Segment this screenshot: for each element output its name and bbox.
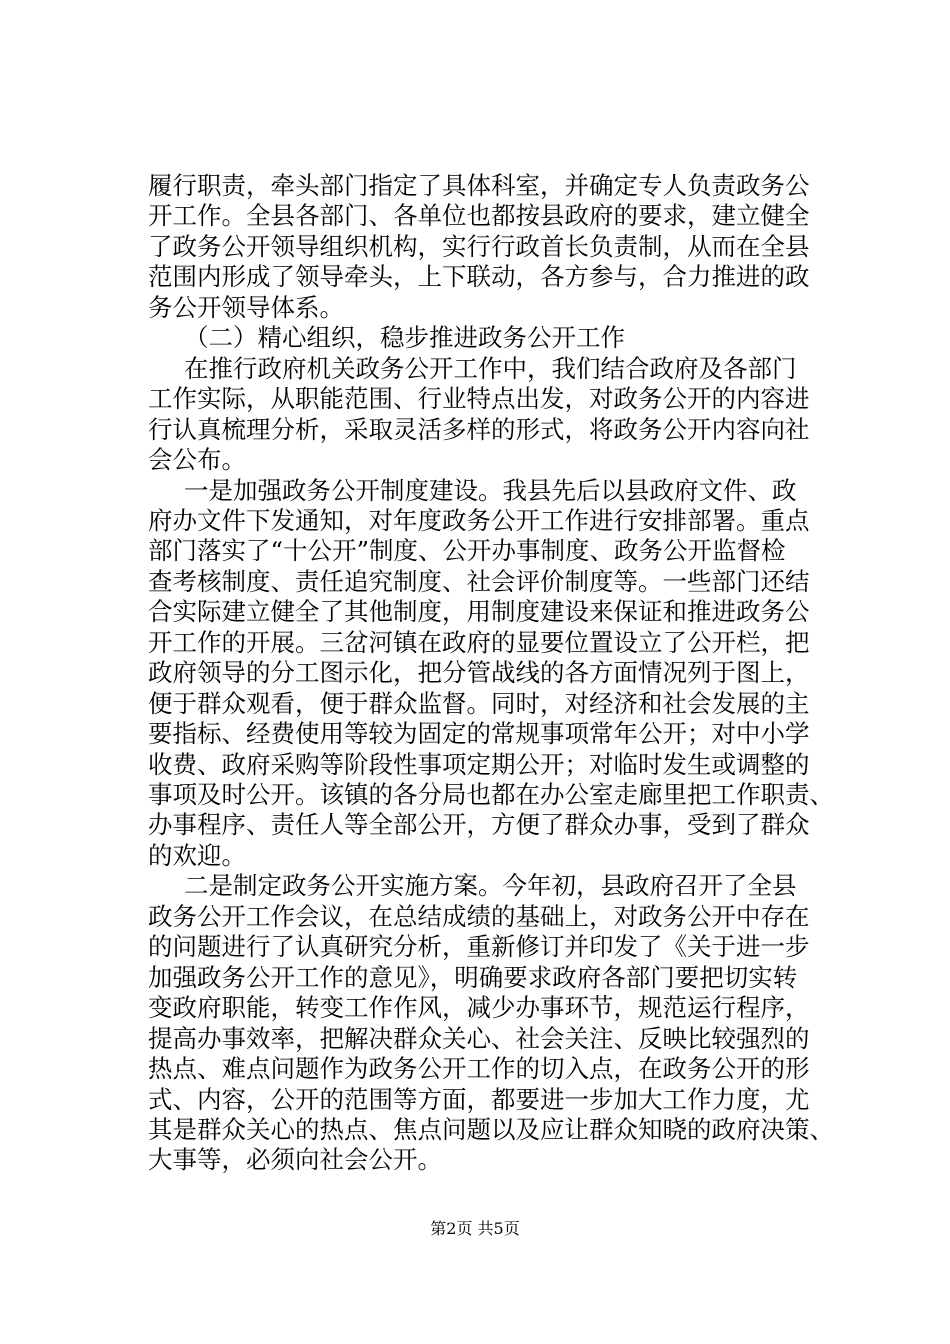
text-line: 要指标、经费使用等较为固定的常规事项常年公开；对中小学 [148,719,810,749]
text-line: 府办文件下发通知，对年度政务公开工作进行安排部署。重点 [148,505,810,535]
text-line: 提高办事效率，把解决群众关心、社会关注、反映比较强烈的 [148,1023,810,1053]
text-line: 的问题进行了认真研究分析，重新修订并印发了《关于进一步 [148,932,810,962]
text-line: 了政务公开领导组织机构，实行行政首长负责制，从而在全县 [148,231,810,261]
text-line: 办事程序、责任人等全部公开，方便了群众办事，受到了群众 [148,810,810,840]
text-line: 开工作的开展。三岔河镇在政府的显要位置设立了公开栏，把 [148,627,810,657]
text-line: 二是制定政务公开实施方案。今年初，县政府召开了全县 [184,871,797,901]
text-line: 行认真梳理分析，采取灵活多样的形式，将政务公开内容向社 [148,414,810,444]
text-line: 其是群众关心的热点、焦点问题以及应让群众知晓的政府决策、 [148,1114,834,1144]
text-line: 便于群众观看，便于群众监督。同时，对经济和社会发展的主 [148,688,810,718]
text-line: 政务公开工作会议，在总结成绩的基础上，对政务公开中存在 [148,901,810,931]
text-line: 工作实际，从职能范围、行业特点出发，对政务公开的内容进 [148,384,810,414]
text-line: 务公开领导体系。 [148,292,344,322]
text-line: 政府领导的分工图示化，把分管战线的各方面情况列于图上， [148,658,810,688]
text-line: 在推行政府机关政务公开工作中，我们结合政府及各部门 [184,353,797,383]
text-line: 范围内形成了领导牵头，上下联动，各方参与，合力推进的政 [148,262,810,292]
text-line: 热点、难点问题作为政务公开工作的切入点，在政务公开的形 [148,1054,810,1083]
text-line: 一是加强政务公开制度建设。我县先后以县政府文件、政 [184,475,797,505]
text-line: 履行职责，牵头部门指定了具体科室，并确定专人负责政务公 [148,171,810,200]
text-line: 的欢迎。 [148,840,246,870]
text-line: 事项及时公开。该镇的各分局也都在办公室走廊里把工作职责、 [148,780,834,809]
section-heading: （二）精心组织，稳步推进政务公开工作 [184,323,625,353]
text-line: 部门落实了“十公开”制度、公开办事制度、政务公开监督检 [148,536,786,566]
text-line: 变政府职能，转变工作作风，减少办事环节，规范运行程序， [148,993,810,1023]
text-line: 收费、政府采购等阶段性事项定期公开；对临时发生或调整的 [148,749,810,779]
text-line: 开工作。全县各部门、各单位也都按县政府的要求，建立健全 [148,201,810,231]
text-line: 式、内容，公开的范围等方面，都要进一步加大工作力度，尤 [148,1084,810,1114]
page-number-footer: 第2页 共5页 [430,1219,520,1238]
text-line: 查考核制度、责任追究制度、社会评价制度等。一些部门还结 [148,566,810,596]
text-line: 大事等，必须向社会公开。 [148,1145,442,1175]
text-line: 合实际建立健全了其他制度，用制度建设来保证和推进政务公 [148,597,810,627]
text-line: 加强政务公开工作的意见》，明确要求政府各部门要把切实转 [148,962,798,992]
text-line: 会公布。 [148,445,246,475]
